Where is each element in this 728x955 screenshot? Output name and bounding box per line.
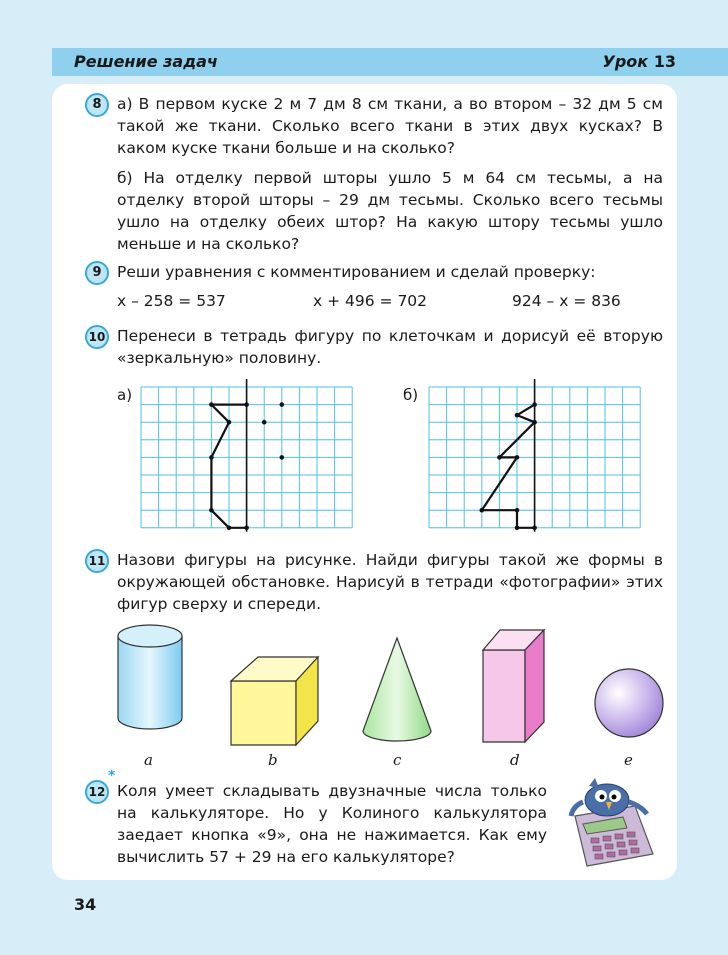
lesson-word: Урок xyxy=(602,52,649,71)
cone-shape xyxy=(363,638,431,741)
sphere-shape xyxy=(595,669,663,737)
equation-3: 924 – x = 836 xyxy=(512,292,621,310)
bird-calculator-illustration xyxy=(565,776,665,868)
task10-text: Перенеси в тетрадь фигуру по клеточкам и дорисуй её вторую «зеркальную» половину. xyxy=(117,327,663,367)
grid-point xyxy=(209,402,214,407)
grid-point xyxy=(209,455,214,460)
grid-point xyxy=(209,508,214,513)
section-title: Решение задач xyxy=(74,52,218,71)
equation-2: x + 496 = 702 xyxy=(313,292,428,310)
grid-point xyxy=(515,413,520,418)
grid-point xyxy=(515,526,520,531)
grid-point xyxy=(497,455,502,460)
shape-label-d: d xyxy=(510,751,520,769)
grid-point xyxy=(532,420,537,425)
grid-point xyxy=(515,508,520,513)
page-number: 34 xyxy=(74,895,97,914)
mirror-grid-b xyxy=(429,387,641,531)
task-number-10: 10 xyxy=(85,325,109,349)
grid-b-label: б) xyxy=(403,386,419,404)
grid-point xyxy=(532,526,537,531)
grid-point xyxy=(227,420,232,425)
task-number-8: 8 xyxy=(85,93,109,117)
cylinder-shape xyxy=(118,625,182,729)
grid-point xyxy=(515,455,520,460)
grid-a-label: а) xyxy=(117,386,133,404)
task-number-11: 11 xyxy=(85,549,109,573)
difficulty-star-icon: * xyxy=(108,768,116,784)
mirror-grid-a xyxy=(141,387,353,531)
task8-part-b: б) На отделку первой шторы ушло 5 м 64 см тесьмы, а на отделку второй шторы – 29 дм тесьмы. Сколько всего тесьмы ушло на отделку обеих штор? На какую штору тесьмы ушло меньше и на сколько? xyxy=(117,169,663,253)
shapes-illustration xyxy=(100,620,680,750)
grid-point xyxy=(262,420,267,425)
task8-part-a: а) В первом куске 2 м 7 дм 8 см ткани, а во втором – 32 дм 5 см такой же ткани. Сколько всего ткани в этих двух кусках? В каком куске ткани больше и на сколько? xyxy=(117,95,663,157)
figure-outline xyxy=(482,405,535,528)
equation-1: x – 258 = 537 xyxy=(117,292,226,310)
grid-point xyxy=(227,526,232,531)
shape-label-a: a xyxy=(144,751,153,769)
task9-text: Реши уравнения с комментированием и сделай проверку: xyxy=(117,263,596,281)
grid-point xyxy=(280,402,285,407)
grid-point xyxy=(280,455,285,460)
shape-label-c: c xyxy=(393,751,402,769)
task-number-9: 9 xyxy=(85,261,109,285)
task12-text: Коля умеет складывать двузначные числа только на калькуляторе. Но у Колиного калькулятора заедает кнопка «9», она не нажимается. Как ему вычислить 57 + 29 на его калькуляторе? xyxy=(117,782,547,866)
grid-point xyxy=(480,508,485,513)
grid-point xyxy=(532,402,537,407)
task-number-12: 12 xyxy=(85,780,109,804)
shape-label-e: e xyxy=(624,751,633,769)
lesson-number: 13 xyxy=(653,52,676,71)
lesson-label xyxy=(603,52,676,71)
task11-text: Назови фигуры на рисунке. Найди фигуры такой же формы в окружающей обстановке. Нарисуй в тетради «фотографии» этих фигур сверху и спереди. xyxy=(117,551,663,613)
shape-label-b: b xyxy=(268,751,278,769)
prism-shape xyxy=(483,630,544,742)
grid-point xyxy=(244,402,249,407)
cube-shape xyxy=(231,657,318,745)
grid-point xyxy=(244,526,249,531)
